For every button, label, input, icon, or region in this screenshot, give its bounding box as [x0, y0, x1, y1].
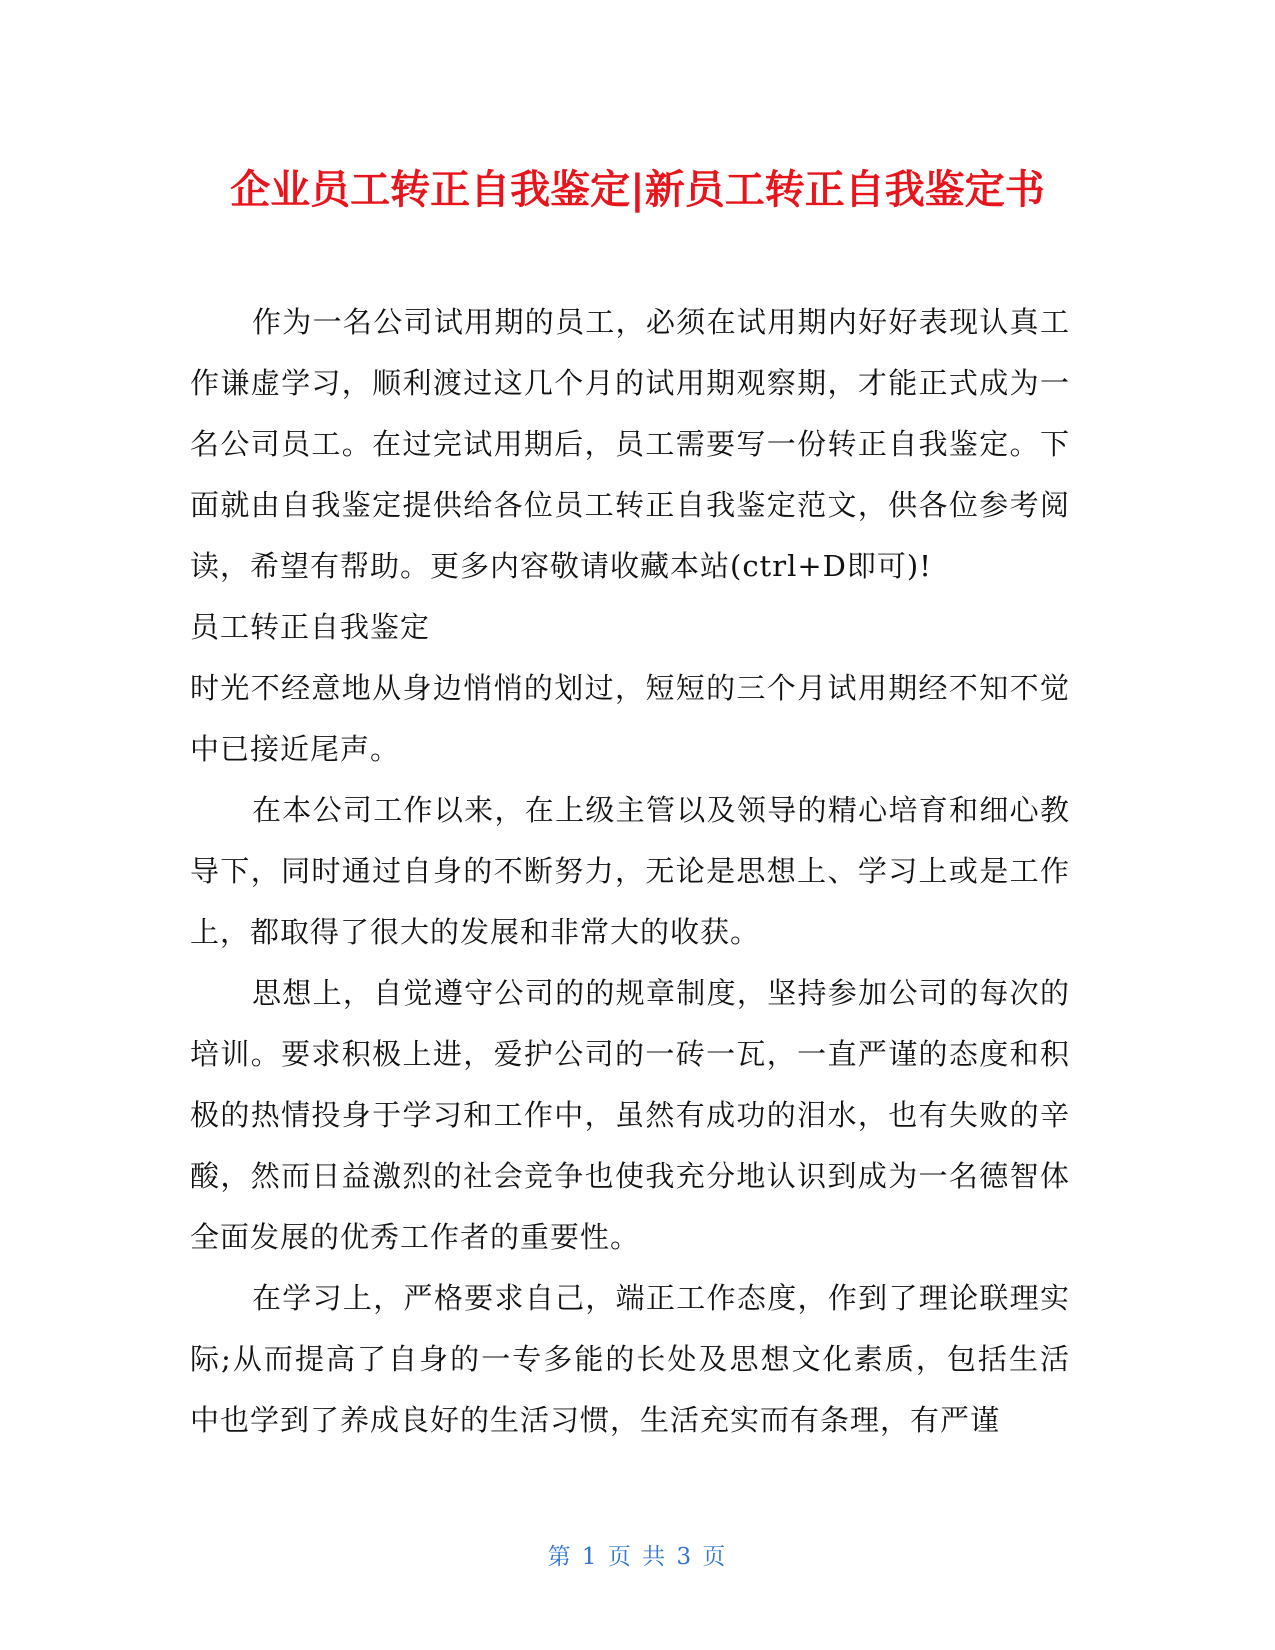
body-paragraph: 时光不经意地从身边悄悄的划过，短短的三个月试用期经不知不觉中已接近尾声。: [190, 671, 1070, 766]
body-paragraph: 在学习上，严格要求自己，端正工作态度，作到了理论联理实际;从而提高了自身的一专多能的长处及思想文化素质，包括生活中也学到了养成良好的生活习惯，生活充实而有条理，有严谨: [190, 1281, 1070, 1437]
section-heading: 员工转正自我鉴定: [190, 610, 431, 644]
page-number-footer: 第 1 页 共 3 页: [547, 1544, 728, 1570]
document-title: 企业员工转正自我鉴定|新员工转正自我鉴定书: [230, 167, 1045, 213]
body-paragraph: 思想上，自觉遵守公司的的规章制度，坚持参加公司的每次的培训。要求积极上进，爱护公司的一砖一瓦，一直严谨的态度和积极的热情投身于学习和工作中，虽然有成功的泪水，也有失败的辛酸，然而日益激烈的社会竞争也使我充分地认识到成为一名德智体全面发展的优秀工作者的重要性。: [190, 976, 1070, 1254]
document-body: [190, 292, 1070, 1451]
intro-paragraph: 作为一名公司试用期的员工，必须在试用期内好好表现认真工作谦虚学习，顺利渡过这几个月的试用期观察期，才能正式成为一名公司员工。在过完试用期后，员工需要写一份转正自我鉴定。下面就由自我鉴定提供给各位员工转正自我鉴定范文，供各位参考阅读，希望有帮助。更多内容敬请收藏本站(ctrl+D即可)!: [190, 305, 1070, 583]
body-paragraph: 在本公司工作以来，在上级主管以及领导的精心培育和细心教导下，同时通过自身的不断努力，无论是思想上、学习上或是工作上，都取得了很大的发展和非常大的收获。: [190, 793, 1070, 949]
